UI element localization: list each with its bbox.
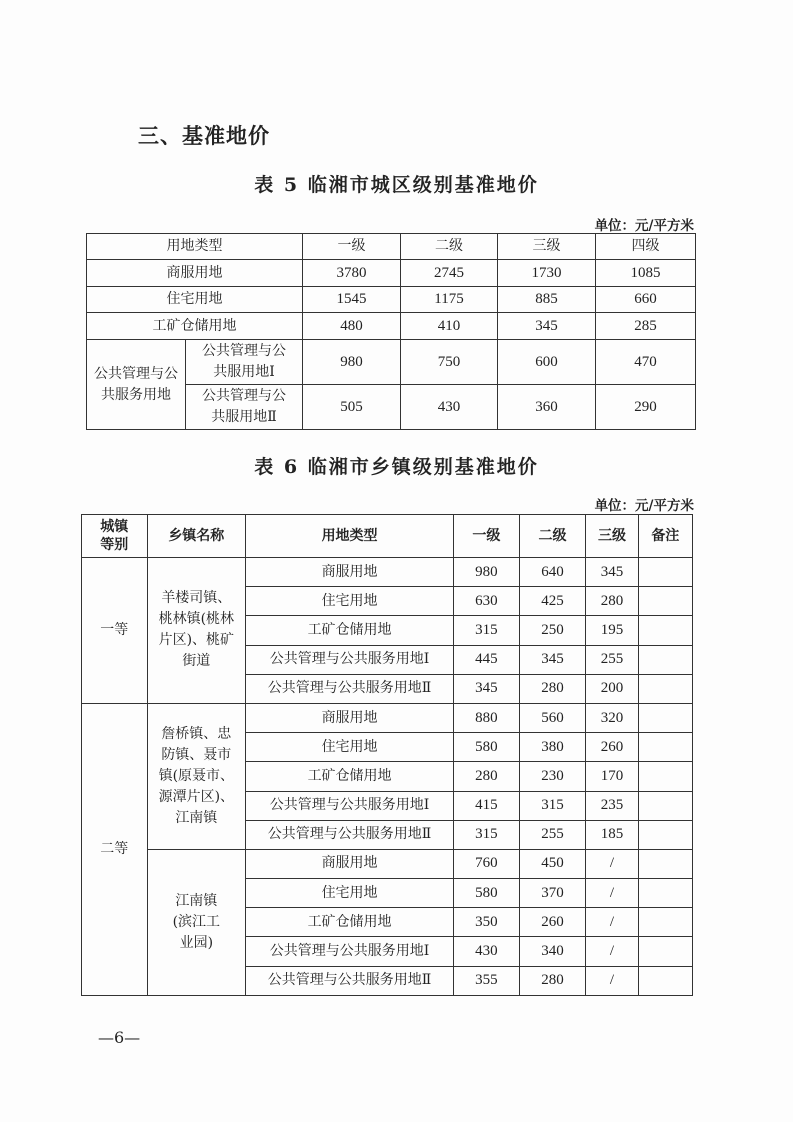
town-name-cell [147,849,245,995]
remark-cell [638,849,692,878]
remark-cell [638,908,692,937]
land-type-cell: 工矿仓储用地 [246,616,454,645]
grade-cell: 二等 [82,703,148,995]
price-cell: 885 [498,287,596,313]
table6-header-text: 城镇等别 [100,518,129,553]
price-cell: 505 [303,385,401,430]
table6-header-cell: 三级 [586,515,638,558]
price-cell: 580 [454,733,520,762]
price-cell: 345 [519,645,586,674]
price-cell: 290 [596,385,696,430]
price-cell: 230 [519,762,586,791]
table-row [82,558,693,587]
price-cell: 250 [519,616,586,645]
price-cell: 580 [454,879,520,908]
land-type-cell: 公共管理与公共服务用地Ⅱ [246,966,454,995]
price-cell: / [586,908,638,937]
page-number: —6— [98,1028,141,1047]
table6-header-cell: 备注 [638,515,692,558]
land-type-cell: 商服用地 [246,703,454,732]
land-type-cell: 工矿仓储用地 [246,908,454,937]
price-cell: 260 [586,733,638,762]
price-cell: 320 [586,703,638,732]
price-cell: / [586,879,638,908]
price-cell: 1730 [498,260,596,287]
table5-header-cell: 一级 [303,234,401,260]
price-cell: 1545 [303,287,401,313]
table-row [87,287,696,313]
price-cell: 255 [519,820,586,849]
land-type-cell: 工矿仓储用地 [87,313,303,340]
remark-cell [638,966,692,995]
grade-cell: 一等 [82,558,148,704]
land-type-cell: 公共管理与公共服务用地Ⅱ [246,674,454,703]
price-cell: / [586,849,638,878]
price-cell: 340 [519,937,586,966]
remark-cell [638,703,692,732]
price-cell: 640 [519,558,586,587]
price-cell: 345 [498,313,596,340]
table5-header-cell: 四级 [596,234,696,260]
land-type-cell: 商服用地 [246,849,454,878]
price-cell: 360 [498,385,596,430]
price-cell: 345 [586,558,638,587]
table6-unit: 单位：元/平方米 [594,498,694,514]
price-cell: 600 [498,340,596,385]
land-type-cell: 公共管理与公共服务用地Ⅱ [246,820,454,849]
price-cell: 200 [586,674,638,703]
price-cell: 880 [454,703,520,732]
remark-cell [638,937,692,966]
table-row [87,313,696,340]
remark-cell [638,645,692,674]
land-type-cell: 住宅用地 [246,879,454,908]
price-cell: 195 [586,616,638,645]
price-cell: 1085 [596,260,696,287]
price-cell: 480 [303,313,401,340]
price-cell: 285 [596,313,696,340]
price-cell: / [586,937,638,966]
remark-cell [638,616,692,645]
table5-header-cell: 三级 [498,234,596,260]
remark-cell [638,879,692,908]
price-cell: 170 [586,762,638,791]
price-cell: 415 [454,791,520,820]
land-type-cell: 商服用地 [87,260,303,287]
price-cell: 450 [519,849,586,878]
table6-header-cell [82,515,148,558]
price-cell: 1175 [401,287,498,313]
price-cell: 470 [596,340,696,385]
price-cell: 430 [454,937,520,966]
land-type-cell: 住宅用地 [246,733,454,762]
price-cell: 235 [586,791,638,820]
table-row [82,849,693,878]
table6-title: 表 6 临湘市乡镇级别基准地价 [254,456,539,478]
land-type-cell: 住宅用地 [246,587,454,616]
table5-title: 表 5 临湘市城区级别基准地价 [254,174,539,196]
price-cell: 425 [519,587,586,616]
table6-header-cell: 二级 [519,515,586,558]
price-cell: 630 [454,587,520,616]
table6-header-cell: 用地类型 [246,515,454,558]
land-type-cell: 公共管理与公共服用地Ⅰ [186,340,303,385]
price-cell: 560 [519,703,586,732]
price-cell: 280 [519,966,586,995]
table6 [81,514,693,996]
land-type-cell: 工矿仓储用地 [246,762,454,791]
price-cell: / [586,966,638,995]
table-row [87,340,696,385]
section-title: 三、基准地价 [138,124,270,148]
public-group-cell: 公共管理与公共服务用地 [87,340,186,430]
table-row [82,703,693,732]
price-cell: 255 [586,645,638,674]
price-cell: 260 [519,908,586,937]
table6-body [82,558,693,996]
price-cell: 350 [454,908,520,937]
price-cell: 185 [586,820,638,849]
table6-header-cell: 一级 [454,515,520,558]
remark-cell [638,762,692,791]
remark-cell [638,674,692,703]
price-cell: 2745 [401,260,498,287]
table5-header-cell: 二级 [401,234,498,260]
table5-header-cell: 用地类型 [87,234,303,260]
land-type-cell: 公共管理与公共服用地Ⅱ [186,385,303,430]
price-cell: 370 [519,879,586,908]
remark-cell [638,558,692,587]
land-type-cell: 公共管理与公共服务用地Ⅰ [246,645,454,674]
remark-cell [638,587,692,616]
town-name-cell [147,703,245,849]
price-cell: 980 [454,558,520,587]
remark-cell [638,733,692,762]
price-cell: 3780 [303,260,401,287]
price-cell: 280 [519,674,586,703]
price-cell: 280 [454,762,520,791]
remark-cell [638,820,692,849]
price-cell: 355 [454,966,520,995]
price-cell: 750 [401,340,498,385]
land-type-cell: 商服用地 [246,558,454,587]
price-cell: 980 [303,340,401,385]
table-row [87,260,696,287]
price-cell: 445 [454,645,520,674]
town-name: 詹桥镇、忠防镇、聂市镇(原聂市、源潭片区)、江南镇 [158,725,235,826]
table6-header-cell: 乡镇名称 [147,515,245,558]
price-cell: 430 [401,385,498,430]
town-name: 羊楼司镇、桃林镇(桃林片区)、桃矿街道 [158,590,235,670]
land-type-cell: 住宅用地 [87,287,303,313]
table5-unit: 单位：元/平方米 [594,218,694,234]
remark-cell [638,791,692,820]
price-cell: 660 [596,287,696,313]
price-cell: 315 [519,791,586,820]
price-cell: 410 [401,313,498,340]
price-cell: 315 [454,616,520,645]
table5-header-row [87,234,696,260]
price-cell: 345 [454,674,520,703]
land-type-cell: 公共管理与公共服务用地Ⅰ [246,937,454,966]
price-cell: 380 [519,733,586,762]
price-cell: 280 [586,587,638,616]
town-name-cell [147,558,245,704]
price-cell: 315 [454,820,520,849]
town-name: 江南镇(滨江工业园) [172,892,221,951]
table6-header-row [82,515,693,558]
land-type-cell: 公共管理与公共服务用地Ⅰ [246,791,454,820]
price-cell: 760 [454,849,520,878]
table5 [86,233,696,430]
